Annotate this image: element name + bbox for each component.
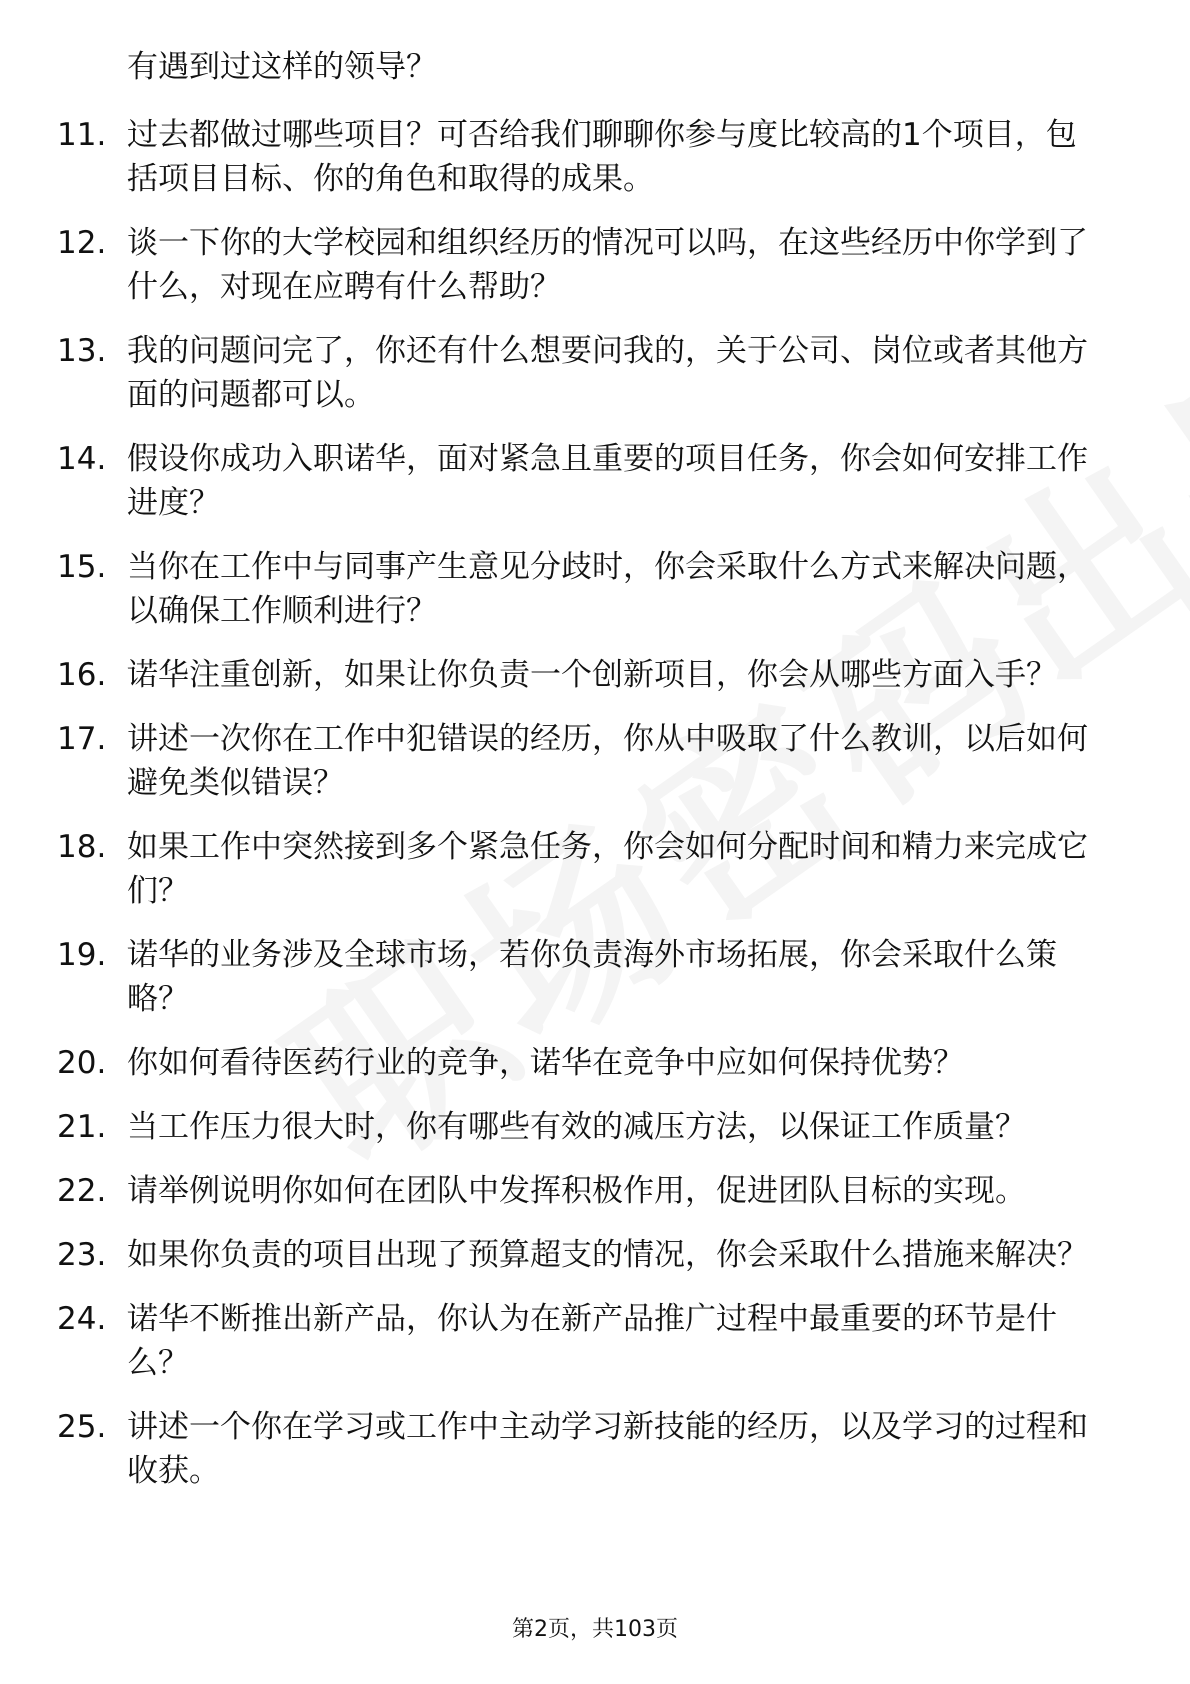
question-text: 讲述一个你在学习或工作中主动学习新技能的经历，以及学习的过程和收获。 xyxy=(127,1409,1088,1489)
question-text: 我的问题问完了，你还有什么想要问我的，关于公司、岗位或者其他方面的问题都可以。 xyxy=(127,333,1088,413)
question-number: 11. xyxy=(57,117,107,153)
question-text: 当你在工作中与同事产生意见分歧时，你会采取什么方式来解决问题，以确保工作顺利进行？ xyxy=(127,549,1088,629)
page-number-label: 第2页，共103页 xyxy=(512,1617,678,1642)
question-text: 如果你负责的项目出现了预算超支的情况，你会采取什么措施来解决？ xyxy=(127,1237,1088,1273)
question-text: 诺华不断推出新产品，你认为在新产品推广过程中最重要的环节是什么？ xyxy=(127,1301,1057,1381)
question-number: 12. xyxy=(57,225,107,261)
question-number: 20. xyxy=(57,1045,107,1081)
question-number: 14. xyxy=(57,441,107,477)
question-text: 诺华的业务涉及全球市场，若你负责海外市场拓展，你会采取什么策略？ xyxy=(127,937,1057,1017)
question-list xyxy=(0,113,1190,1493)
question-number: 16. xyxy=(57,657,107,693)
question-item xyxy=(0,1041,1107,1085)
question-item xyxy=(0,653,1107,697)
question-item xyxy=(0,933,1107,1021)
question-item xyxy=(0,329,1107,417)
question-item xyxy=(0,221,1107,309)
question-number: 15. xyxy=(57,549,107,585)
question-text: 当工作压力很大时，你有哪些有效的减压方法，以保证工作质量？ xyxy=(127,1109,1026,1145)
question-text: 请举例说明你如何在团队中发挥积极作用，促进团队目标的实现。 xyxy=(127,1173,1026,1209)
question-number: 19. xyxy=(57,937,107,973)
question-number: 17. xyxy=(57,721,107,757)
page-content xyxy=(0,45,1190,1513)
question-item xyxy=(0,545,1107,633)
question-number: 25. xyxy=(57,1409,107,1445)
question-item xyxy=(0,113,1107,201)
question-text: 谈一下你的大学校园和组织经历的情况可以吗，在这些经历中你学到了什么，对现在应聘有什么帮助？ xyxy=(127,225,1088,305)
question-item xyxy=(0,1105,1107,1149)
question-item xyxy=(0,1405,1107,1493)
question-number: 13. xyxy=(57,333,107,369)
question-text: 过去都做过哪些项目？可否给我们聊聊你参与度比较高的1个项目，包括项目目标、你的角色和取得的成果。 xyxy=(127,117,1077,197)
question-item xyxy=(0,1233,1107,1277)
question-text: 假设你成功入职诺华，面对紧急且重要的项目任务，你会如何安排工作进度？ xyxy=(127,441,1088,521)
question-item xyxy=(0,1297,1107,1385)
question-item xyxy=(0,717,1107,805)
question-item xyxy=(0,437,1107,525)
question-number: 23. xyxy=(57,1237,107,1273)
question-text: 如果工作中突然接到多个紧急任务，你会如何分配时间和精力来完成它们？ xyxy=(127,829,1088,909)
question-number: 22. xyxy=(57,1173,107,1209)
question-text: 你如何看待医药行业的竞争，诺华在竞争中应如何保持优势？ xyxy=(127,1045,964,1081)
question-number: 18. xyxy=(57,829,107,865)
page-footer xyxy=(0,1612,1190,1643)
question-text: 讲述一次你在工作中犯错误的经历，你从中吸取了什么教训，以后如何避免类似错误？ xyxy=(127,721,1088,801)
question-number: 24. xyxy=(57,1301,107,1337)
question-number: 21. xyxy=(57,1109,107,1145)
question-text: 诺华注重创新，如果让你负责一个创新项目，你会从哪些方面入手？ xyxy=(127,657,1057,693)
question-item xyxy=(0,1169,1107,1213)
continued-question-text: 有遇到过这样的领导？ xyxy=(127,49,437,85)
question-item xyxy=(0,825,1107,913)
